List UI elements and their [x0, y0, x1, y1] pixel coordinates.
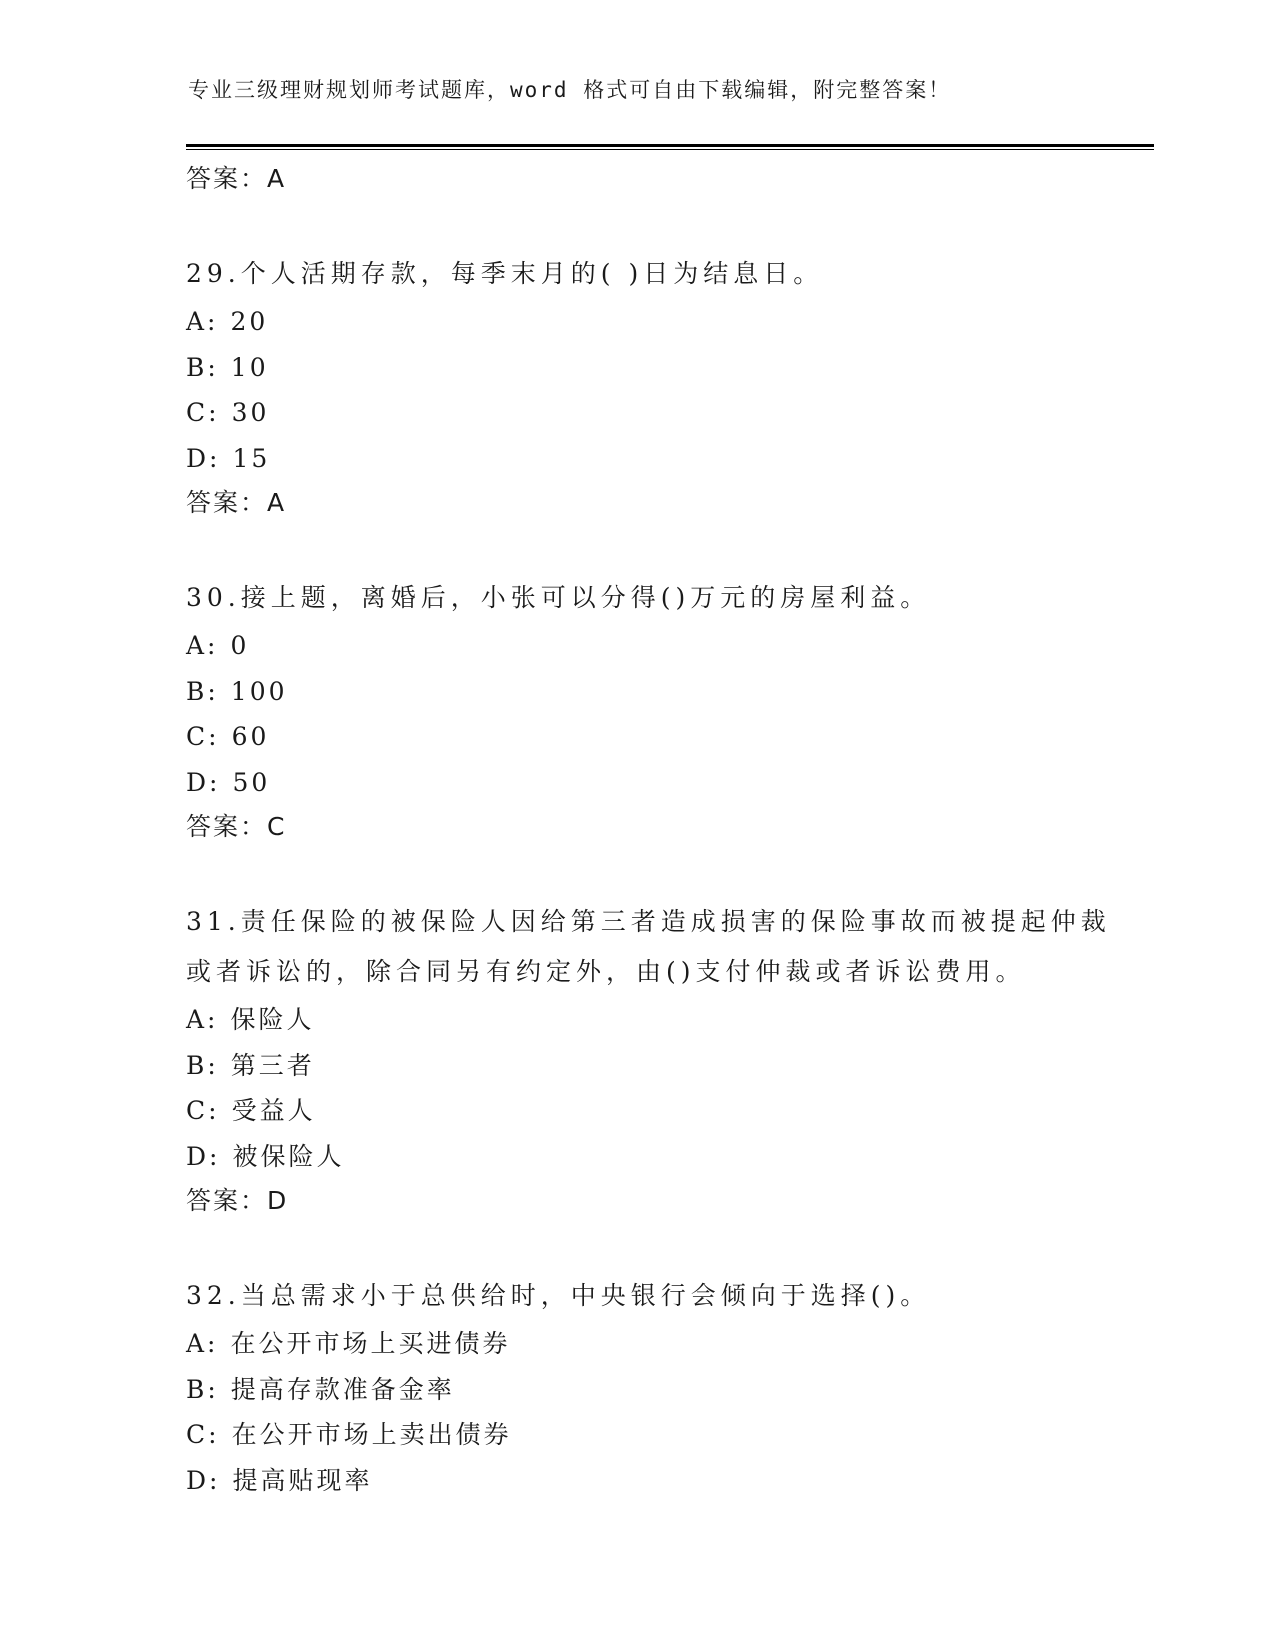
answer-label: 答案：D	[186, 1186, 289, 1215]
answer-label: 答案：A	[186, 164, 287, 193]
option-b	[186, 1043, 1126, 1089]
option-c	[186, 1412, 1126, 1458]
option-text: 提高存款准备金率	[230, 1374, 455, 1404]
option-letter: D:	[186, 443, 221, 473]
option-text: 10	[230, 352, 269, 382]
option-text: 100	[230, 676, 288, 706]
option-d	[186, 1134, 1126, 1180]
option-d	[186, 760, 1126, 806]
option-letter: A:	[186, 307, 219, 336]
option-a	[186, 997, 1126, 1043]
option-letter: C:	[186, 1096, 220, 1125]
option-text: 0	[230, 631, 250, 660]
spacer	[186, 1223, 1126, 1271]
question-stem: 29.个人活期存款，每季末月的( )日为结息日。	[186, 259, 824, 288]
question-list	[186, 157, 1126, 1503]
option-letter: D:	[186, 767, 221, 797]
option-b	[186, 1367, 1126, 1413]
option-text: 15	[232, 443, 271, 473]
spacer	[186, 849, 1126, 897]
option-c	[186, 1088, 1126, 1134]
option-c	[186, 390, 1126, 436]
question-stem: 32.当总需求小于总供给时，中央银行会倾向于选择()。	[186, 1281, 931, 1310]
question-block	[186, 897, 1126, 1223]
option-text: 第三者	[230, 1050, 315, 1080]
option-letter: B:	[186, 352, 219, 382]
option-b	[186, 345, 1126, 391]
option-c	[186, 714, 1126, 760]
question-block	[186, 573, 1126, 849]
option-text: 60	[231, 722, 270, 751]
option-text: 在公开市场上买进债券	[230, 1329, 511, 1358]
option-text: 被保险人	[232, 1141, 345, 1171]
spacer	[186, 201, 1126, 249]
option-letter: C:	[186, 722, 220, 751]
option-text: 在公开市场上卖出债券	[231, 1420, 512, 1449]
option-letter: B:	[186, 1050, 219, 1080]
header-rule-thick	[186, 144, 1154, 147]
option-letter: C:	[186, 398, 220, 427]
answer-label: 答案：C	[186, 812, 287, 841]
header-rule-thin	[186, 149, 1154, 150]
question-block	[186, 249, 1126, 525]
option-d	[186, 1458, 1126, 1504]
page-header: 专业三级理财规划师考试题库，word 格式可自由下载编辑，附完整答案！	[188, 78, 952, 102]
option-letter: A:	[186, 631, 219, 660]
option-text: 30	[231, 398, 270, 427]
option-letter: A:	[186, 1329, 219, 1358]
option-a	[186, 623, 1126, 669]
option-letter: B:	[186, 676, 219, 706]
question-stem: 30.接上题，离婚后，小张可以分得()万元的房屋利益。	[186, 583, 931, 612]
option-letter: D:	[186, 1465, 221, 1495]
option-letter: B:	[186, 1374, 219, 1404]
option-letter: D:	[186, 1141, 221, 1171]
option-text: 提高贴现率	[232, 1465, 373, 1495]
option-text: 受益人	[231, 1096, 316, 1125]
option-text: 20	[230, 307, 269, 336]
question-stem: 31.责任保险的被保险人因给第三者造成损害的保险事故而被提起仲裁或者诉讼的，除合同另有约定外，由()支付仲裁或者诉讼费用。	[186, 907, 1111, 986]
question-block	[186, 1271, 1126, 1503]
option-a	[186, 299, 1126, 345]
option-letter: A:	[186, 1005, 219, 1034]
answer-label: 答案：A	[186, 488, 287, 517]
option-a	[186, 1321, 1126, 1367]
option-text: 50	[232, 767, 271, 797]
option-letter: C:	[186, 1420, 220, 1449]
spacer	[186, 525, 1126, 573]
option-d	[186, 436, 1126, 482]
option-text: 保险人	[230, 1005, 315, 1034]
option-b	[186, 669, 1126, 715]
